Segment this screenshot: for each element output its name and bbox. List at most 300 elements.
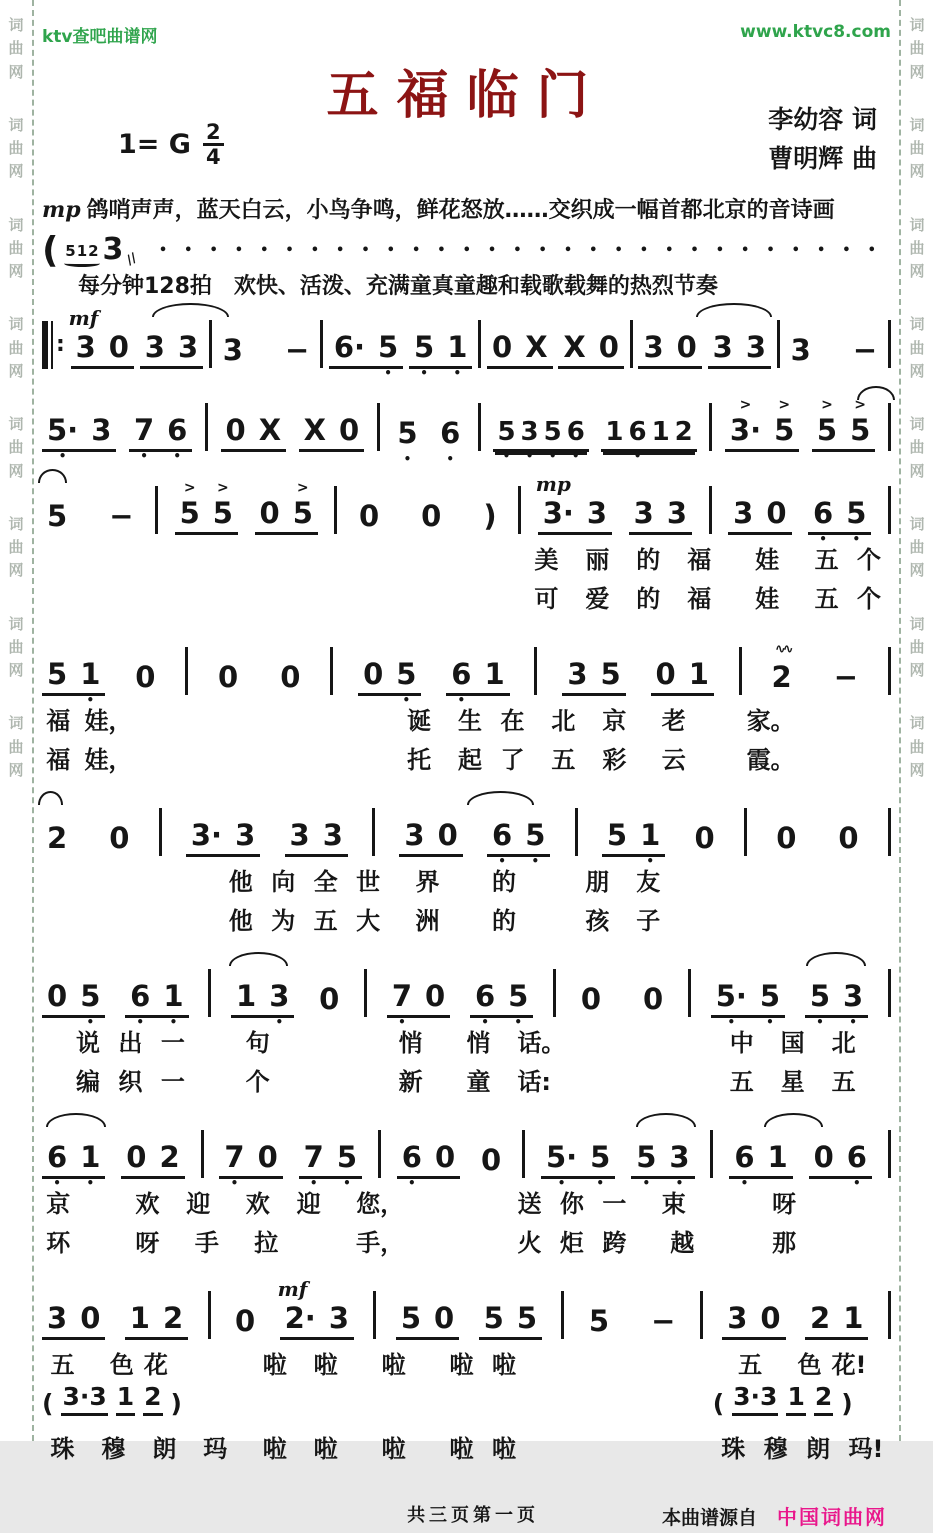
note	[714, 979, 749, 1029]
lyric-syllable: 越	[670, 1229, 695, 1257]
note-digit: 5	[80, 979, 101, 1013]
note-digit: 2	[810, 1301, 831, 1335]
barline	[208, 969, 211, 1017]
continuation-dot: •	[816, 243, 826, 258]
note	[74, 330, 98, 364]
lyric-row	[42, 1223, 891, 1257]
note	[731, 496, 755, 530]
note	[587, 1304, 611, 1338]
note-group	[221, 413, 287, 452]
note	[725, 1301, 749, 1335]
note-digit: 3	[404, 818, 425, 852]
barline	[888, 1130, 891, 1178]
music-row	[42, 1277, 891, 1340]
barline	[478, 320, 481, 368]
note-digit: 6	[130, 979, 151, 1013]
note-group	[541, 1140, 615, 1190]
barline	[700, 1291, 703, 1339]
lyric-syllable: 国	[780, 1029, 805, 1057]
credits	[768, 101, 877, 179]
slur-arc	[152, 303, 228, 317]
music-row	[42, 397, 891, 466]
note-digit: 0	[421, 499, 442, 533]
note	[78, 1301, 102, 1335]
lyric-syllable: 欢	[135, 1190, 160, 1218]
lyric-syllable: 界	[415, 868, 440, 896]
lyric-syllable: 迎	[296, 1190, 321, 1218]
barline	[553, 969, 556, 1017]
note	[288, 818, 312, 852]
note-digit: 1	[447, 330, 468, 364]
note	[566, 417, 586, 463]
lyric-syllable: 在	[500, 707, 525, 735]
lyric-syllable: 个	[245, 1068, 270, 1096]
lyric-syllable: 啦	[449, 1435, 474, 1463]
note-digit: 0	[108, 330, 129, 364]
lyric-row	[42, 740, 891, 774]
accent-mark: >	[854, 397, 867, 413]
octave-dot: •	[727, 1015, 736, 1029]
note	[481, 499, 498, 533]
note	[283, 1301, 318, 1335]
note-digit: 5	[47, 657, 68, 691]
note	[490, 818, 514, 868]
watermark-char: 词	[909, 315, 925, 334]
dynamic-marking: mf	[277, 1277, 308, 1301]
note	[438, 416, 462, 466]
note-group	[767, 642, 864, 696]
note-group	[479, 1301, 542, 1340]
barline	[205, 403, 208, 451]
note	[815, 397, 839, 447]
note-digit: 5	[525, 818, 546, 852]
note	[124, 1140, 148, 1174]
note	[845, 1140, 869, 1190]
left-watermark-column	[0, 0, 34, 1441]
note-digit: 5	[400, 1301, 422, 1335]
note	[445, 330, 469, 380]
note	[332, 330, 367, 364]
note-digit: 3	[633, 496, 654, 530]
barline	[518, 486, 521, 534]
barline	[888, 808, 891, 856]
note-group	[435, 416, 465, 466]
note	[45, 821, 69, 855]
barline	[888, 403, 891, 451]
note	[766, 1140, 790, 1174]
lyric-syllable: 编	[75, 1068, 100, 1096]
alt-note-group	[42, 1384, 182, 1416]
note-digit: 0	[813, 1140, 834, 1174]
note	[841, 1301, 865, 1335]
lyricist-credit: 李幼容 词	[768, 105, 877, 134]
barline	[709, 486, 712, 534]
note-digit: 0	[766, 496, 787, 530]
note-group	[728, 496, 791, 535]
note	[283, 333, 311, 367]
note-digit: 2	[674, 417, 693, 447]
note	[744, 330, 768, 364]
note-group	[786, 333, 883, 369]
lyric-syllable: 炬	[559, 1229, 584, 1257]
note-group	[230, 1304, 260, 1340]
watermark-char: 曲	[8, 438, 24, 457]
lyric-syllable: 花	[143, 1351, 168, 1379]
note-digit: 3	[75, 330, 96, 364]
continuation-dot: •	[690, 243, 699, 258]
octave-dot: •	[446, 452, 455, 466]
note	[267, 979, 291, 1029]
note	[605, 818, 629, 852]
alt-note: 1	[116, 1384, 135, 1416]
note	[394, 657, 418, 707]
score-line	[42, 627, 891, 788]
lyric-syllable: 朗	[806, 1435, 831, 1463]
barline	[739, 647, 742, 695]
note	[258, 496, 282, 530]
lyric-syllable: 跨	[602, 1229, 627, 1257]
lyric-syllable: 句	[245, 1029, 270, 1057]
note	[711, 330, 735, 364]
note-group	[358, 657, 421, 707]
note-digit: 3·	[190, 818, 223, 852]
note	[482, 1301, 506, 1335]
music-row	[42, 969, 891, 1029]
note-group	[487, 818, 550, 868]
lyric-syllable: 话:	[517, 1068, 552, 1096]
lyric-syllable: 朗	[152, 1435, 177, 1463]
slur-arc	[46, 1113, 105, 1127]
lyric-row	[42, 579, 891, 613]
lyric-syllable: 的	[636, 585, 661, 613]
note	[357, 499, 381, 533]
lyric-syllable: 起	[458, 746, 482, 774]
note	[687, 657, 711, 691]
note-group	[558, 330, 624, 369]
note-digit: 1	[129, 1301, 150, 1335]
note-digit: 3	[733, 496, 754, 530]
lyric-row	[42, 1184, 891, 1218]
barline	[888, 320, 891, 368]
note	[515, 1301, 539, 1335]
note-group	[42, 979, 105, 1029]
note-digit: 0	[598, 330, 619, 364]
continuation-dot: •	[513, 243, 522, 258]
dynamic-mp-marking: mp	[42, 197, 81, 223]
note	[335, 1140, 359, 1190]
note	[482, 657, 506, 691]
note-digit: 5	[759, 979, 781, 1013]
note	[506, 979, 530, 1029]
note	[758, 1301, 782, 1335]
watermark-char: 网	[909, 361, 925, 380]
note-group	[255, 480, 318, 535]
note-group	[42, 1301, 105, 1340]
site-url-link[interactable]: www.ktvc8.com	[740, 22, 891, 42]
note-group	[651, 657, 714, 696]
note	[423, 979, 447, 1013]
octave-dot: •	[384, 366, 392, 380]
note-group	[476, 1143, 506, 1179]
note-digit: 5	[47, 499, 68, 533]
note	[638, 818, 662, 868]
score-line	[42, 1110, 891, 1271]
footer	[42, 1501, 891, 1533]
note-group	[399, 818, 462, 857]
note-digit: 1	[236, 979, 257, 1013]
note-digit: 3	[745, 330, 767, 364]
note-digit: 7	[303, 1140, 324, 1174]
watermark-char: 网	[8, 760, 24, 779]
score-content	[42, 0, 891, 1533]
note-digit: 3	[269, 979, 290, 1013]
site-name-link[interactable]: ktv查吧曲谱网	[42, 27, 158, 47]
note-group	[125, 979, 188, 1029]
note	[561, 330, 587, 364]
note-group	[129, 413, 192, 463]
note	[133, 660, 157, 694]
note	[627, 417, 647, 463]
lyric-syllable: 拉	[254, 1229, 279, 1257]
continuation-dot: •	[741, 243, 750, 258]
intro-text: 鸽哨声声，蓝天白云，小鸟争鸣，鲜花怒放……交织成一幅首都北京的音诗画	[86, 198, 835, 223]
source-prefix: 本曲谱源自	[661, 1507, 757, 1529]
grace-figure-row	[42, 230, 891, 272]
note-group	[708, 330, 771, 369]
lyric-syllable: 五	[738, 1351, 763, 1379]
note	[165, 413, 189, 463]
note-digit: 6	[628, 417, 647, 447]
lyric-syllable: 呀	[772, 1190, 797, 1218]
note	[649, 1304, 677, 1338]
note-digit: 6·	[333, 330, 366, 364]
watermark-char: 曲	[909, 637, 925, 656]
note	[844, 496, 868, 546]
music-row	[42, 472, 891, 546]
continuation-dots-row	[159, 243, 876, 267]
note	[78, 657, 102, 707]
note-group	[711, 979, 785, 1029]
note-digit: 6	[451, 657, 472, 691]
meter-numerator: 2	[203, 121, 224, 146]
lyric-syllable: 啦	[313, 1435, 338, 1463]
note	[89, 413, 113, 447]
watermark-char: 词	[909, 16, 925, 34]
note-digit: 0	[776, 821, 797, 855]
barline	[710, 1130, 713, 1178]
continuation-dot: •	[563, 243, 573, 258]
continuation-dot: •	[209, 243, 218, 258]
lyric-syllable: 五	[313, 907, 338, 935]
lyric-syllable: 五	[814, 585, 839, 613]
note	[811, 496, 835, 546]
slur-arc	[764, 1113, 823, 1127]
lyric-syllable: 娃，	[84, 707, 133, 735]
watermark-char: 曲	[909, 438, 925, 457]
score-line	[42, 949, 891, 1110]
note	[45, 1301, 69, 1335]
note-digit: 3	[666, 496, 688, 530]
note	[256, 1140, 280, 1174]
note-digit: 6	[492, 818, 513, 852]
note-digit: 3	[669, 1140, 690, 1174]
dynamic-marking: mp	[535, 472, 571, 496]
note-group	[387, 979, 450, 1029]
note	[523, 330, 549, 364]
note	[675, 330, 699, 364]
watermark-char: 曲	[909, 139, 925, 157]
accent-mark: >	[183, 480, 196, 496]
lyric-syllable: 一	[602, 1190, 627, 1218]
lyric-syllable: 啦	[491, 1351, 516, 1379]
lyric-syllable: 北	[551, 707, 576, 735]
note-digit: 5	[497, 417, 516, 447]
note-digit: 3	[235, 818, 256, 852]
note	[233, 818, 257, 852]
note-digit: 7	[224, 1140, 245, 1174]
continuation-dot: •	[589, 243, 598, 258]
note	[565, 657, 589, 691]
barline	[888, 486, 891, 534]
watermark-char: 词	[909, 614, 925, 633]
watermark-char: 词	[909, 115, 925, 134]
lyric-row	[42, 540, 891, 574]
header-block	[42, 53, 891, 193]
alt-note-group	[713, 1384, 853, 1416]
note	[544, 1140, 579, 1190]
octave-dot: •	[309, 1176, 318, 1190]
lyric-syllable: 手，	[356, 1229, 405, 1257]
lyric-syllable: 娃，	[84, 746, 133, 774]
lyric-syllable: 了	[500, 746, 525, 774]
lyric-row	[42, 1023, 891, 1057]
dynamic-marking: mf	[68, 306, 99, 330]
lyric-syllable: 色	[109, 1351, 134, 1379]
page-indicator: 共三页第一页	[407, 1505, 540, 1526]
note-digit: 5	[292, 496, 313, 530]
slur-arc	[467, 791, 535, 805]
right-watermark-column	[899, 0, 933, 1441]
barline	[185, 647, 188, 695]
note-digit: 6	[474, 979, 496, 1013]
continuation-dot: •	[386, 243, 395, 258]
note-digit: 1	[80, 1140, 101, 1174]
note-digit: −	[833, 660, 859, 694]
alt-note: 2	[814, 1384, 833, 1416]
note-group	[602, 818, 665, 868]
note	[693, 821, 717, 855]
octave-dot: •	[136, 1015, 145, 1029]
lyric-syllable: 五	[50, 1351, 75, 1379]
note-digit: 3	[322, 818, 343, 852]
note-group	[68, 306, 134, 369]
note-digit: 0	[235, 1304, 256, 1338]
note-group	[805, 979, 868, 1029]
note	[257, 413, 283, 447]
note	[45, 499, 69, 533]
continuation-dot: •	[336, 243, 345, 258]
watermark-char: 词	[8, 614, 24, 633]
lyric-syllable: 彩	[602, 746, 627, 774]
note-group	[809, 1140, 872, 1190]
lyric-syllable: 送	[517, 1190, 542, 1218]
note-group	[130, 660, 160, 696]
lyric-syllable: 洲	[415, 907, 440, 935]
note-digit: 3	[177, 330, 199, 364]
note	[400, 1140, 424, 1190]
note-group	[314, 982, 344, 1018]
octave-dot: •	[408, 1176, 416, 1190]
lyric-syllable: 福	[46, 746, 71, 774]
note-digit: 0	[760, 1301, 781, 1335]
continuation-dot: •	[361, 243, 370, 258]
note	[45, 657, 69, 691]
tremolo-slashes: //	[124, 250, 140, 269]
octave-dot: •	[819, 532, 827, 546]
source-site-link[interactable]: 中国词曲网	[777, 1505, 887, 1529]
note-digit: 5	[516, 1301, 538, 1335]
watermark-char: 曲	[909, 39, 925, 58]
slur-arc	[38, 791, 63, 805]
note-group	[329, 330, 403, 380]
octave-dot: •	[571, 449, 580, 463]
note-digit: 0	[694, 821, 715, 855]
note-digit: 0	[655, 657, 676, 691]
lyric-syllable: 丽	[585, 546, 610, 574]
continuation-dot: •	[310, 243, 320, 258]
lyric-syllable: 福	[687, 585, 712, 613]
note	[667, 1140, 691, 1190]
score-line	[42, 788, 891, 949]
watermark-char: 网	[8, 661, 24, 679]
lyric-syllable: 中	[729, 1029, 754, 1057]
note-digit: 0	[425, 979, 446, 1013]
note-group	[396, 1301, 459, 1340]
note-digit: 0	[109, 821, 130, 855]
note	[543, 417, 563, 463]
continuation-dot: •	[614, 243, 623, 258]
lyric-syllable: 世	[356, 868, 381, 896]
lyric-syllable: 啦	[262, 1351, 287, 1379]
note-group	[722, 1301, 785, 1340]
note	[764, 496, 788, 530]
note-digit: 1	[767, 1140, 788, 1174]
barline	[201, 1130, 204, 1178]
note-digit: 5	[336, 1140, 357, 1174]
octave-dot: •	[343, 1176, 351, 1190]
note-digit: 2	[47, 821, 68, 855]
barline	[888, 647, 891, 695]
note-group	[125, 1301, 188, 1340]
note	[161, 979, 185, 1029]
note-group	[493, 417, 588, 463]
note	[278, 660, 302, 694]
lyric-syllable: 玛	[203, 1435, 228, 1463]
lyric-syllable: 孩	[585, 907, 610, 935]
note-digit: X	[303, 413, 326, 447]
lyric-syllable: 啦	[381, 1435, 406, 1463]
lyric-syllable: 的	[491, 868, 516, 896]
lyric-syllable: 束	[661, 1190, 686, 1218]
score-line	[42, 466, 891, 627]
lyric-row	[42, 701, 891, 735]
barline	[888, 1291, 891, 1339]
watermark-char: 网	[8, 62, 24, 81]
watermark-char: 曲	[909, 538, 925, 556]
lyric-syllable: 京	[46, 1190, 71, 1218]
intro-description	[42, 193, 891, 224]
note-digit: 0	[225, 413, 246, 447]
